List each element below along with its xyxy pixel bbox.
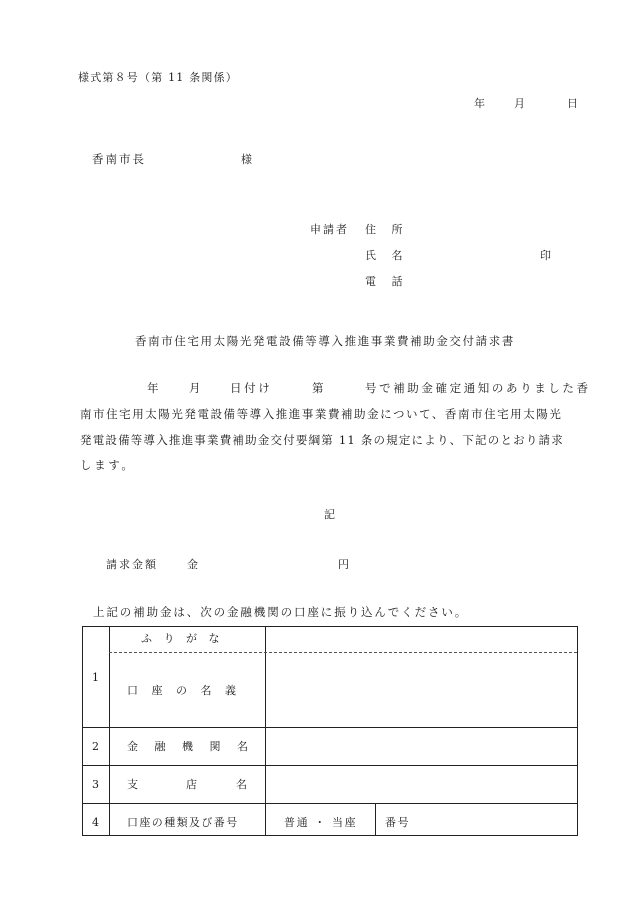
account-type-options[interactable]: 普通 ・ 当座 xyxy=(284,816,358,829)
row-number-4: 4 xyxy=(92,816,99,829)
amount-yen: 円 xyxy=(338,558,349,571)
body-dated: 日付け xyxy=(230,381,273,395)
account-holder-field[interactable] xyxy=(266,654,578,726)
body-line4: します。 xyxy=(80,458,136,472)
furigana-label: ふ り が な xyxy=(141,632,224,645)
date-day-label: 日 xyxy=(567,97,578,110)
bank-account-table xyxy=(82,626,578,836)
amount-kin: 金 xyxy=(187,558,198,571)
account-number-label: 番号 xyxy=(385,816,411,829)
furigana-field[interactable] xyxy=(266,628,578,651)
document-title: 香南市住宅用太陽光発電設備等導入推進事業費補助金交付請求書 xyxy=(135,334,515,348)
date-year-label: 年 xyxy=(474,97,485,110)
branch-name-field[interactable] xyxy=(266,766,578,802)
row-number-1: 1 xyxy=(92,671,99,684)
body-month: 月 xyxy=(189,381,204,395)
branch-label-b: 店 xyxy=(186,778,197,791)
body-year: 年 xyxy=(147,381,162,395)
account-number-field[interactable] xyxy=(413,804,578,836)
applicant-phone-label: 電 話 xyxy=(365,275,409,288)
seal-mark: 印 xyxy=(540,249,551,262)
applicant-label: 申請者 xyxy=(310,223,349,236)
addressee-honorific: 様 xyxy=(241,153,252,166)
ki-heading: 記 xyxy=(324,508,335,521)
amount-label: 請求金額 xyxy=(106,558,158,571)
bank-name-field[interactable] xyxy=(266,728,578,764)
account-type-number-label: 口座の種類及び番号 xyxy=(127,816,239,829)
table-divider-number xyxy=(375,803,376,835)
body-line3: 発電設備等導入推進事業費補助金交付要綱第 11 条の規定により、下記のとおり請求 xyxy=(80,433,564,447)
row-number-2: 2 xyxy=(92,740,99,753)
row-number-3: 3 xyxy=(92,778,99,791)
bank-name-label: 金 融 機 関 名 xyxy=(127,740,255,753)
date-month-label: 月 xyxy=(514,97,525,110)
branch-label-c: 名 xyxy=(236,778,247,791)
account-holder-label: 口 座 の 名 義 xyxy=(127,684,241,697)
bank-intro: 上記の補助金は、次の金融機関の口座に振り込んでください。 xyxy=(93,605,469,619)
furigana-divider xyxy=(109,652,577,653)
applicant-address-label: 住 所 xyxy=(365,223,409,236)
body-line2: 南市住宅用太陽光発電設備等導入推進事業費補助金について、香南市住宅用太陽光 xyxy=(80,407,563,421)
applicant-name-label: 氏 名 xyxy=(365,249,409,262)
form-number: 様式第８号（第 11 条関係） xyxy=(78,71,238,84)
body-line1-rest: 号で補助金確定通知のありました香 xyxy=(365,381,591,395)
body-number-prefix: 第 xyxy=(312,381,327,395)
branch-label-a: 支 xyxy=(127,778,138,791)
addressee-name: 香南市長 xyxy=(92,152,146,166)
